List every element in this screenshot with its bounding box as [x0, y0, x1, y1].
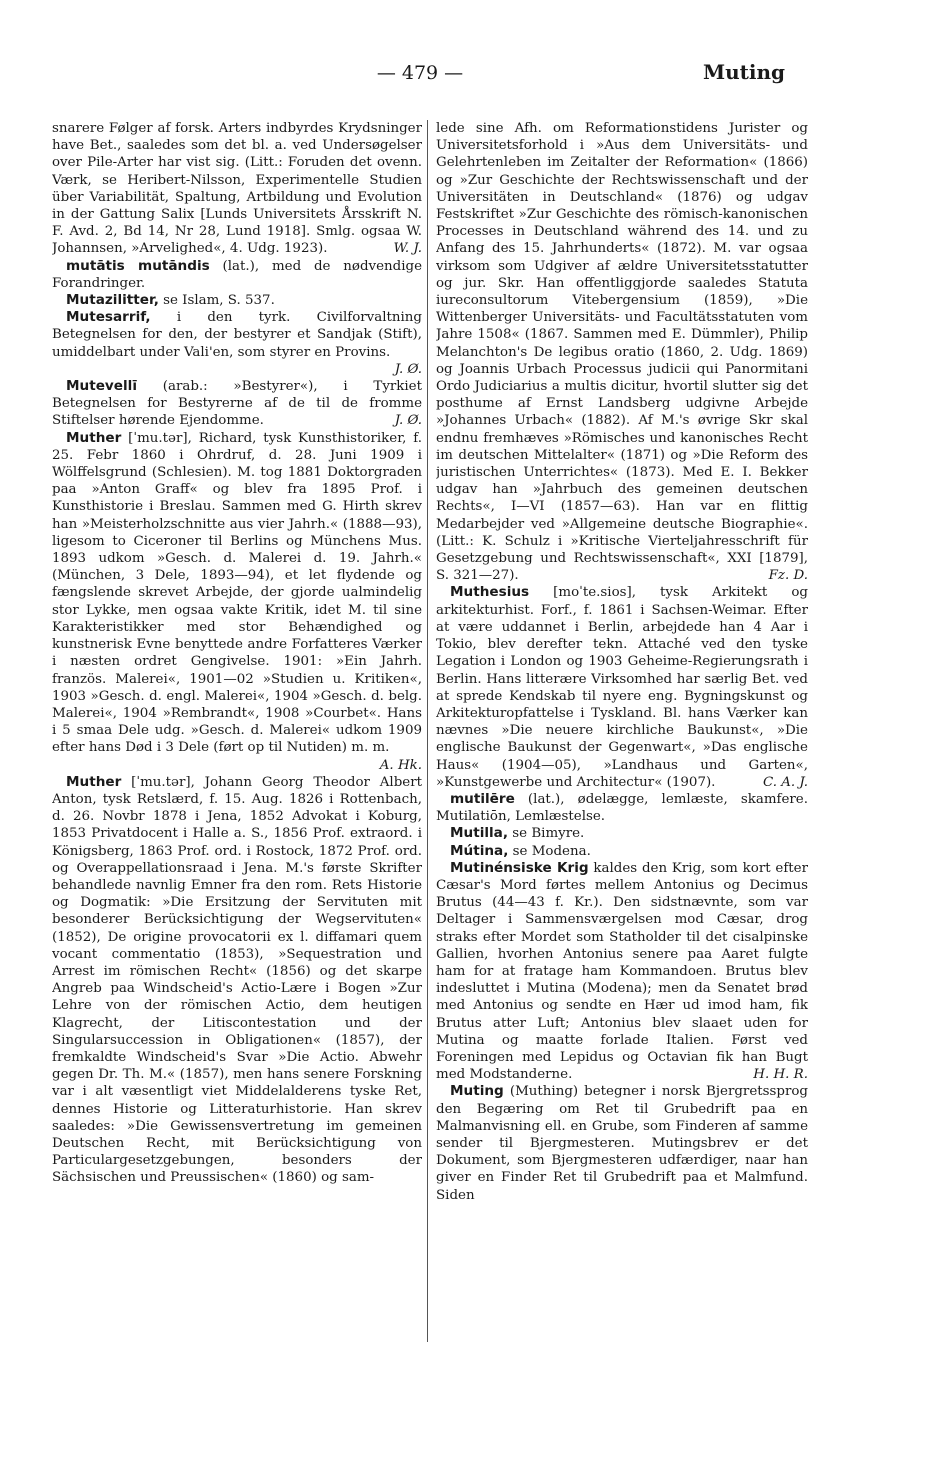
entry-text: snarere Følger af forsk. Arters indbyrdes Krydsninger have Bet., saaledes som det bl. a. ved Undersøgelser over Pile-Arter har vist sig. (Litt.: Foruden det ovenn. Værk, se Heribert-Nilsson, Experimentelle Studien über Variabilität, Spaltung, Artbildung und Evolution in der Gattung Salix [Lunds Universitets Årsskrift N. F. Avd. 2, Bd 14, Nr 28, Lund 1918]. Smlg. ogsaa W. Johannsen, »Arvelighed«, 4. Udg. 1923).	[52, 121, 422, 257]
entry-headword: Mutinénsiske Krig	[450, 859, 589, 876]
entry-headword: Mutilla,	[450, 825, 509, 842]
entry-headword: Muther	[66, 429, 122, 446]
entry-signature: J. Ø.	[394, 361, 422, 377]
dictionary-entry	[436, 860, 808, 1084]
dictionary-entry	[436, 1083, 808, 1203]
entry-signature: A. Hk.	[379, 757, 422, 773]
entry-text: (lat.), ødelægge, lemlæste, skamfere. Mutilatiōn, Lemlæstelse.	[436, 791, 808, 825]
entry-text: lede sine Afh. om Reformationstidens Jurister og Universitetsforhold i »Aus dem Universitäts- und Gelehrtenleben im Zeitalter der Reformation« (1866) og »Zur Geschichte der Rechtswissenschaft und der Universitäten in Deutschland« (1876) og udgav Festskriftet »Zur Geschichte des römisch-kanonischen Processes in Deutschland während des 14. und zu Anfang des 15. Jahrhunderts« (1872). M. var ogsaa virksom som Udgiver af ældre Universitetsstatutter og jur. Skr. Han offentliggjorde saaledes Statuta iureconsultorum Vitebergensium (1859), »Die Wittenberger Universitäts- und Facultätsstatuten vom Jahre 1508« (1867. Sammen med E. Dümmler), Philip Melanchton's De legibus oratio (1860, 2. Udg. 1869) og Joannis Urbach Processus judicii qui Panormitani Ordo Judiciarius a multis dicitur, hvortil slutter sig det posthume af Ernst Landsberg udgivne Arbejde »Johannes Urbach« (1882). Af M.'s øvrige Skr skal endnu fremhæves »Römisches und kanonisches Recht im deutschen Mittelalter« (1871) og »Die Reform des juristischen Unterrichtes« (1873). Med E. I. Bekker udgav han »Jahrbuch des gemeinen deutschen Rechts«, I—VI (1857—63). Han var en flittig Medarbejder ved »Allgemeine deutsche Biographie«. (Litt.: K. Schulz i »Kritische Vierteljahresschrift für Gesetzgebung und Rechtswissenschaft«, XXI [1879], S. 321—27).	[436, 121, 808, 584]
entry-text: (lat.), med de nødvendige Forandringer.	[52, 258, 422, 291]
dictionary-entry	[52, 309, 422, 378]
dictionary-entry	[436, 120, 808, 584]
entry-headword: Muther	[66, 773, 122, 790]
entry-text: kaldes den Krig, som kort efter Cæsar's Mord førtes mellem Antonius og Decimus Brutus (44—43 f. Kr.). Den sidstnævnte, som var Deltager i Sammensværgelsen mod Cæsar, drog straks efter Mordet som Statholder til det cisalpinske Gallien, hvorhen Antonius senere paa Aaret fulgte ham for at fratage ham Kommandoen. Brutus blev indesluttet i Mutina (Modena); men da Senatet brød med Antonius og sendte en Hær ud imod ham, fik Brutus atter Luft; Antonius blev slaaet uden for Mutina og maatte forlade Italien. Først ved Foreningen med Lepidus og Octavian fik han Bugt med Modstanderne.	[436, 860, 808, 1083]
entry-headword: Mútina,	[450, 842, 509, 859]
entry-headword: mutātis mutāndis	[66, 257, 210, 274]
entry-text: se Modena.	[508, 843, 591, 859]
dictionary-entry	[52, 258, 422, 292]
entry-headword: mutilēre	[450, 790, 515, 807]
entry-headword: Muthesius	[450, 584, 530, 601]
entry-headword: Mutevellī	[66, 378, 137, 395]
dictionary-entry	[436, 843, 808, 860]
dictionary-entry	[52, 774, 422, 1187]
entry-text: se Bimyre.	[508, 826, 585, 842]
entry-text: se Islam, S. 537.	[158, 293, 275, 309]
entry-signature: H. H. R.	[753, 1067, 808, 1083]
dictionary-entry	[52, 430, 422, 774]
entry-headword: Mutazilitter,	[66, 292, 159, 309]
entry-signature: C. A. J.	[762, 774, 808, 790]
running-head: Muting	[702, 60, 785, 84]
entry-signature: J. Ø.	[394, 413, 422, 429]
dictionary-entry	[52, 378, 422, 430]
entry-text: [ˈmu.tər], Richard, tysk Kunsthistoriker, f. 25. Febr 1860 i Ohrdruf, d. 28. Juni 1909 i Wölffelsgrund (Schlesien). M. tog 1881 Doktorgraden paa »Anton Graff« og blev fra 1895 Prof. i Kunsthistorie i Breslau. Sammen med G. Hirth skrev han »Meisterholzschnitte aus vier Jahrh.« (1888—93), ligesom to Ciceroner til Berlins og Münchens Mus. 1893 udkom »Gesch. d. Malerei d. 19. Jahrh.« (München, 3 Dele, 1893—94), et let flydende og fængslende skrevet Arbejde, der gjorde ualmindelig stor Lykke, men ogsaa vakte Kritik, idet M. til sine Karakteristikker med stor Behændighed og kunstnerisk Evne benyttede andre Forfatteres Værker i næsten ordret Gengivelse. 1901: »Ein Jahrh. französ. Malerei«, 1901—02 »Studien u. Kritiken«, 1903 »Gesch. d. engl. Malerei«, 1904 »Gesch. d. belg. Malerei«, 1904 »Rembrandt«, 1908 »Courbet«. Hans i 5 smaa Dele udg. »Gesch. d. Malerei« udkom 1909 efter hans Død i 3 Dele (ført op til Nutiden) m. m.	[52, 430, 422, 756]
entry-text: (arab.: »Bestyrer«), i Tyrkiet Betegnelsen for Bestyrerne af de til de fromme Stiftelser hørende Ejendomme.	[52, 379, 422, 429]
entry-signature: W. J.	[393, 241, 422, 257]
dictionary-entry	[436, 791, 808, 825]
entry-headword: Muting	[450, 1083, 504, 1100]
entry-text: i den tyrk. Civilforvaltning Betegnelsen for den, der bestyrer et Sandjak (Stift), umiddelbart under Vali'en, som styrer en Provins.	[52, 310, 422, 360]
entry-signature: Fz. D.	[768, 568, 808, 584]
entry-headword: Mutesarrif,	[66, 309, 151, 326]
dictionary-entry	[52, 292, 422, 309]
column-divider	[427, 120, 428, 1342]
dictionary-entry	[436, 584, 808, 790]
entry-text: (Muthing) betegner i norsk Bjergretssprog den Begæring om Ret til Grubedrift paa en Malmanvisning ell. en Grube, som Finderen af samme sender til Bjergmesteren. Mutingsbrev er det Dokument, som Bjergmesteren udfærdiger, naar han giver en Finder Ret til Grubedrift paa et Malmfund. Siden	[436, 1084, 808, 1203]
left-column	[52, 120, 422, 1350]
dictionary-entry	[52, 120, 422, 258]
dictionary-entry	[436, 825, 808, 842]
entry-text: [ˈmu.tər], Johann Georg Theodor Albert Anton, tysk Retslærd, f. 15. Aug. 1826 i Rottenbach, d. 26. Novbr 1878 i Jena, 1852 Advokat i Koburg, 1853 Privatdocent i Halle a. S., 1856 Prof. extraord. i Königsberg, 1863 Prof. ord. i Rostock, 1872 Prof. ord. og Overappellationsraad i Jena. M.'s første Skrifter behandlede navnlig Emner fra den rom. Rets Historie og Dogmatik: »Die Ersitzung der Servituten mit besonderer Berücksichtigung der Wegservituten« (1852), De origine provocatorii ex l. diffamari quem vocant commentatio (1853), »Sequestration und Arrest im römischen Recht« (1856) og det skarpe Angreb paa Windscheid's Actio-Lære i Bogen »Zur Lehre von der römischen Actio, dem heutigen Klagrecht, der Litiscontestation und der Singularsuccession in Obligationen« (1857), der fremkaldte Windscheid's Svar »Die Actio. Abwehr gegen Dr. Th. M.« (1857), men hans senere Forskning var i alt væsentligt viet Middelalderens tyske Ret, dennes Historie og Litteraturhistorie. Han skrev saaledes: »Die Gewissensvertretung im gemeinen Deutschen Recht, mit Berücksichtigung von Particulargesetzgebungen, besonders der Sächsischen und Preussischen« (1860) og sam-	[52, 774, 422, 1186]
right-column	[436, 120, 808, 1350]
page-header	[0, 62, 928, 92]
entry-text: [moˈte.sios], tysk Arkitekt og arkitekturhist. Forf., f. 1861 i Sachsen-Weimar. Efter at være uddannet i Berlin, arbejdede han 4 Aar i Tokio, blev derefter tekn. Attaché ved den tyske Legation i London og 1903 Geheime-Regierungsrath i Berlin. Hans litterære Virksomhed har særlig Bet. ved at sprede Kendskab til nyere eng. Bygningskunst og Arkitekturopfattelse i Tyskland. Bl. hans Værker kan nævnes »Die neuere kirchliche Baukunst«, »Die englische Baukunst der Gegenwart«, »Das englische Haus« (1904—05), »Landhaus und Garten«, »Kunstgewerbe und Architectur« (1907).	[436, 585, 808, 790]
page-number: — 479 —	[376, 62, 464, 84]
